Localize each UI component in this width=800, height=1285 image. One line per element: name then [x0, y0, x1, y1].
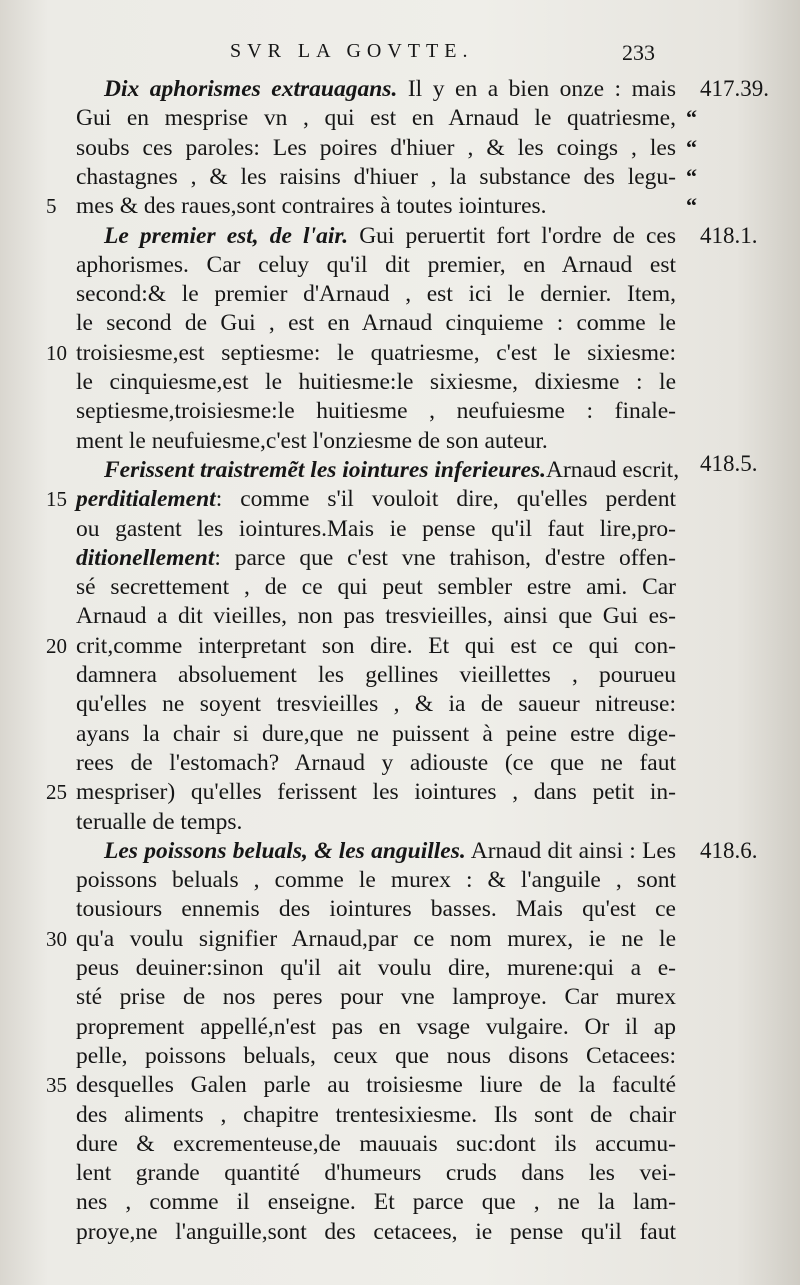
- line-text: qu'elles ne soyent tresvieilles , & ia de saueur nitreuse:: [76, 691, 676, 718]
- line-text: poissons beluals , comme le murex : & l'anguile , sont: [76, 867, 676, 894]
- line-text: tousiours ennemis des iointures basses. Mais qu'est ce: [76, 896, 676, 923]
- lemma-italic: Dix aphorismes extrauagans.: [104, 76, 398, 102]
- line-number: 10: [46, 340, 67, 365]
- margin-note: 418.6.: [700, 837, 758, 863]
- line-text: peus deuiner:sinon qu'il ait voulu dire, murene:qui a e-: [76, 955, 676, 981]
- line-text: Arnaud escrit,: [545, 456, 680, 483]
- line-text: septiesme,troisiesme:le huitiesme , neufuiesme : finale-: [76, 398, 676, 425]
- text-line: [76, 1215, 676, 1249]
- line-text: : comme s'il vouloit dire, qu'elles perdent: [215, 486, 676, 513]
- running-title: SVR LA GOVTTE.: [230, 40, 474, 62]
- line-text: sté prise de nos peres pour vne lamproye. Car murex: [76, 984, 676, 1011]
- line-number: 35: [46, 1073, 67, 1098]
- line-text: Gui peruertit fort l'ordre de ces: [348, 222, 677, 249]
- line-text: desquelles Galen parle au troisiesme liure de la faculté: [76, 1072, 676, 1099]
- line-text: mespriser) qu'elles ferissent les iointures , dans petit in-: [76, 779, 676, 806]
- lemma-italic: Le premier est, de l'air.: [104, 222, 349, 249]
- line-text: nes , comme il enseigne. Et parce que , ne la lam-: [76, 1189, 676, 1216]
- margin-note: 418.5.: [700, 450, 758, 476]
- line-text: dure & excrementeuse,de mauuais suc:dont ils accumu-: [76, 1130, 676, 1157]
- line-text: terualle de temps.: [76, 808, 243, 835]
- line-text: crit,comme interpretant son dire. Et qui est ce qui con-: [76, 632, 676, 659]
- line-text: Gui en mesprise vn , qui est en Arnaud le quatriesme,: [76, 105, 676, 132]
- line-text: le cinquiesme,est le huitiesme:le sixiesme, dixiesme : le: [76, 369, 676, 395]
- quote-mark: “: [686, 134, 697, 160]
- line-text: : parce que c'est vne trahison, d'estre offen-: [214, 544, 676, 571]
- line-text: Il y en a bien onze : mais: [397, 76, 677, 102]
- line-text: mes & des raues,sont contraires à toutes iointures.: [76, 193, 547, 220]
- line-text: lent grande quantité d'humeurs cruds dans les vei-: [76, 1160, 676, 1187]
- page-number: 233: [622, 40, 655, 65]
- line-text: qu'a voulu signifier Arnaud,par ce nom murex, ie ne le: [76, 925, 676, 952]
- lemma-italic: ditionellement: [76, 544, 215, 571]
- line-text: ment le neufuiesme,c'est l'onziesme de son auteur.: [76, 427, 548, 454]
- line-text: Arnaud a dit vieilles, non pas tresvieilles, ainsi que Gui es-: [76, 603, 676, 630]
- line-text: Arnaud dit ainsi : Les: [465, 837, 676, 864]
- line-text: ayans la chair si dure,que ne puissent à peine estre dige-: [76, 720, 676, 747]
- quote-mark: “: [686, 163, 697, 189]
- margin-note: 417.39.: [700, 76, 769, 101]
- lemma-italic: perditialement: [76, 486, 216, 513]
- line-text: proprement appellé,n'est pas en vsage vulgaire. Or il ap: [76, 1013, 676, 1040]
- lemma-italic: Ferissent traistremẽt les iointures inferieures.: [104, 456, 546, 483]
- line-text: proye,ne l'anguille,sont des cetacees, ie pense qu'il faut: [76, 1218, 676, 1245]
- line-text: ou gastent les iointures.Mais ie pense qu'il faut lire,pro-: [76, 515, 676, 542]
- line-text: rees de l'estomach? Arnaud y adiouste (ce que ne faut: [76, 749, 676, 776]
- line-number: 30: [46, 926, 67, 951]
- line-number: 15: [46, 487, 67, 512]
- line-text: pelle, poissons beluals, ceux que nous disons Cetacees:: [76, 1042, 676, 1069]
- line-text: des aliments , chapitre trentesixiesme. Ils sont de chair: [76, 1101, 676, 1128]
- lemma-italic: Les poissons beluals, & les anguilles.: [104, 837, 466, 864]
- line-number: 20: [46, 633, 67, 658]
- line-text: sé secrettement , de ce qui peut sembler estre ami. Car: [76, 574, 676, 601]
- line-number: 25: [46, 780, 67, 805]
- line-text: damnera absoluement les gellines vieillettes , pourueu: [76, 662, 676, 688]
- quote-mark: “: [686, 105, 697, 131]
- line-text: le second de Gui , est en Arnaud cinquieme : comme le: [76, 310, 676, 337]
- quote-mark: “: [686, 193, 697, 219]
- margin-note: 418.1.: [700, 222, 758, 248]
- line-text: soubs ces paroles: Les poires d'hiuer , & les coings , les: [76, 134, 676, 161]
- line-number: 5: [46, 194, 57, 219]
- line-text: aphorismes. Car celuy qu'il dit premier, en Arnaud est: [76, 251, 676, 278]
- line-text: second:& le premier d'Arnaud , est ici le dernier. Item,: [76, 281, 676, 308]
- line-text: chastagnes , & les raisins d'hiuer , la substance des legu-: [76, 163, 676, 190]
- line-text: troisiesme,est septiesme: le quatriesme, c'est le sixiesme:: [76, 339, 676, 366]
